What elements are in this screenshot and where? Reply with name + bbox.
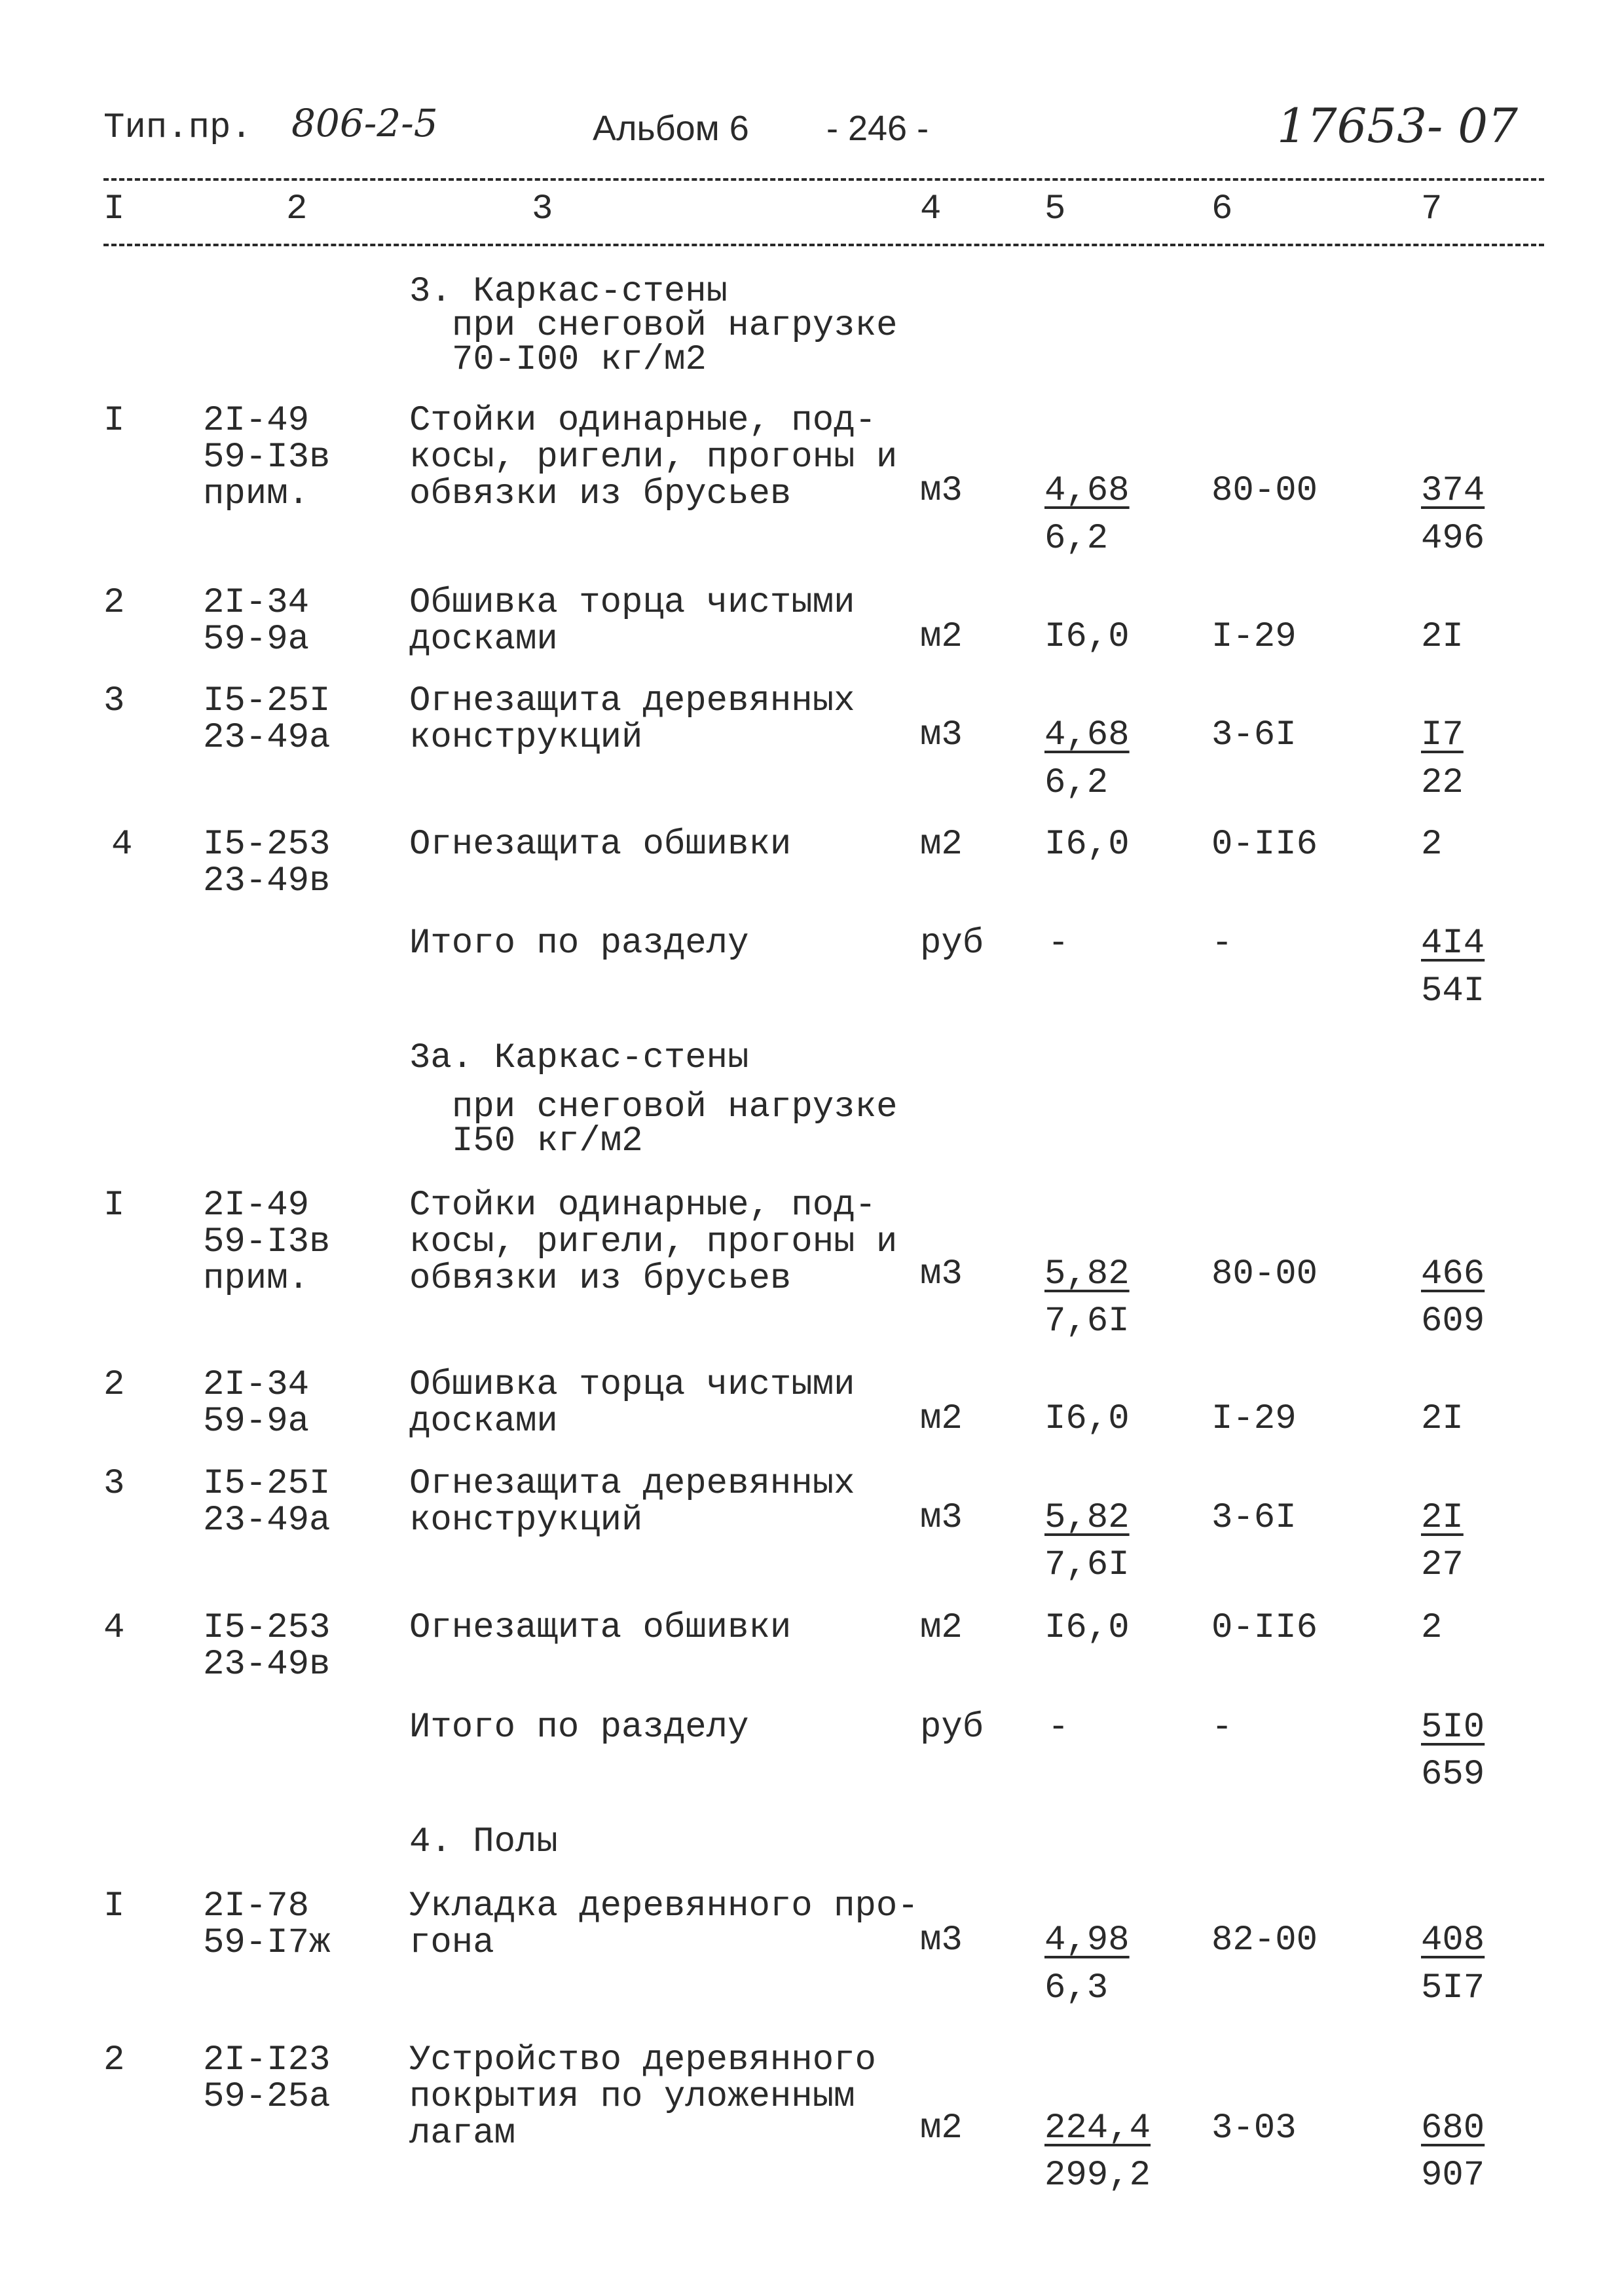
row-quantity: 4,98: [1044, 1920, 1130, 1960]
row-unit-price: I-29: [1211, 617, 1297, 657]
row-number: I: [103, 1186, 125, 1225]
row-description: Устройство деревянного покрытия по уложенным лагам: [409, 2040, 876, 2154]
row-unit: м3: [920, 1498, 963, 1538]
column-header: 5: [1044, 189, 1066, 229]
column-header: 4: [920, 189, 942, 229]
type-project-label: Тип.пр.: [103, 108, 252, 148]
total-unit: руб: [920, 1708, 984, 1748]
column-header: 2: [286, 189, 308, 229]
row-codes: I5-25I 23-49а: [203, 681, 331, 758]
row-unit: м2: [920, 1399, 963, 1439]
row-cost: 408: [1421, 1920, 1485, 1960]
row-cost-alt: 27: [1421, 1545, 1464, 1585]
row-number: 2: [103, 583, 125, 623]
row-cost: 2: [1421, 825, 1443, 865]
row-codes: I5-253 23-49в: [203, 825, 331, 901]
row-quantity: 4,68: [1044, 471, 1130, 511]
row-unit-price: 3-6I: [1211, 1498, 1297, 1538]
row-unit: м3: [920, 1920, 963, 1960]
row-unit-price: 0-II6: [1211, 1608, 1318, 1648]
row-cost: 466: [1421, 1254, 1485, 1294]
row-cost: 2I: [1421, 1498, 1464, 1538]
row-unit-price: 82-00: [1211, 1920, 1318, 1960]
row-quantity-alt: 6,2: [1044, 519, 1109, 559]
row-cost: 374: [1421, 471, 1485, 511]
row-unit: м2: [920, 617, 963, 657]
row-description: Стойки одинарные, под- косы, ригели, прогоны и обвязки из брусьев: [409, 1186, 898, 1299]
row-codes: 2I-I23 59-25а: [203, 2040, 331, 2117]
row-codes: I5-253 23-49в: [203, 1608, 331, 1685]
total-unit: руб: [920, 924, 984, 963]
row-unit-price: 3-6I: [1211, 715, 1297, 755]
column-header: I: [103, 189, 125, 229]
row-description: Огнезащита обшивки: [409, 825, 792, 865]
row-description: Обшивка торца чистыми досками: [409, 583, 855, 660]
total-price: -: [1211, 1708, 1233, 1748]
row-quantity: 224,4: [1044, 2108, 1151, 2148]
total-price: -: [1211, 924, 1233, 963]
row-unit: м2: [920, 1608, 963, 1648]
row-codes: I5-25I 23-49а: [203, 1464, 331, 1541]
row-cost-alt: 22: [1421, 763, 1464, 803]
total-cost: 4I4: [1421, 924, 1485, 963]
section-title: 4. Полы: [409, 1822, 558, 1862]
row-cost: 680: [1421, 2108, 1485, 2148]
row-number: 2: [103, 2040, 125, 2080]
total-quantity: -: [1048, 924, 1069, 963]
row-codes: 2I-34 59-9а: [203, 583, 310, 660]
row-cost-alt: 496: [1421, 519, 1485, 559]
total-cost: 5I0: [1421, 1708, 1485, 1748]
row-number: 3: [103, 681, 125, 721]
section-subtitle: при снеговой нагрузке: [452, 1087, 898, 1127]
row-description: Укладка деревянного про- гона: [409, 1886, 919, 1963]
row-unit-price: 80-00: [1211, 1254, 1318, 1294]
total-cost-alt: 659: [1421, 1755, 1485, 1795]
column-header: 3: [532, 189, 553, 229]
row-number: I: [103, 401, 125, 441]
row-description: Обшивка торца чистыми досками: [409, 1365, 855, 1442]
section-subtitle: при снеговой нагрузке: [452, 306, 898, 346]
row-number: 2: [103, 1365, 125, 1405]
header-rule-bottom: [103, 244, 1544, 246]
row-cost: 2I: [1421, 1399, 1464, 1439]
row-description: Огнезащита обшивки: [409, 1608, 792, 1648]
row-quantity-alt: 6,2: [1044, 763, 1109, 803]
row-quantity-alt: 6,3: [1044, 1968, 1109, 2008]
row-quantity: 4,68: [1044, 715, 1130, 755]
column-header: 6: [1211, 189, 1233, 229]
row-cost-alt: 609: [1421, 1301, 1485, 1341]
total-label: Итого по разделу: [409, 1708, 749, 1748]
row-number: I: [103, 1886, 125, 1926]
row-quantity-alt: 7,6I: [1044, 1545, 1130, 1585]
total-label: Итого по разделу: [409, 924, 749, 963]
row-unit: м3: [920, 715, 963, 755]
row-description: Стойки одинарные, под- косы, ригели, прогоны и обвязки из брусьев: [409, 401, 898, 514]
row-number: 3: [103, 1464, 125, 1504]
row-number: 4: [111, 825, 133, 865]
row-unit: м2: [920, 825, 963, 865]
row-codes: 2I-49 59-I3в прим.: [203, 1186, 331, 1299]
row-unit-price: I-29: [1211, 1399, 1297, 1439]
row-codes: 2I-49 59-I3в прим.: [203, 401, 331, 514]
page-number: - 246 -: [826, 109, 929, 148]
row-cost: 2: [1421, 1608, 1443, 1648]
row-cost-alt: 907: [1421, 2156, 1485, 2196]
row-unit-price: 0-II6: [1211, 825, 1318, 865]
album-label: Альбом 6: [593, 109, 749, 148]
row-quantity: I6,0: [1044, 825, 1130, 865]
row-codes: 2I-34 59-9а: [203, 1365, 310, 1442]
row-cost-alt: 5I7: [1421, 1968, 1485, 2008]
row-unit: м3: [920, 471, 963, 511]
row-quantity: I6,0: [1044, 617, 1130, 657]
row-quantity-alt: 299,2: [1044, 2156, 1151, 2196]
row-quantity: 5,82: [1044, 1498, 1130, 1538]
row-cost: 2I: [1421, 617, 1464, 657]
row-unit-price: 3-03: [1211, 2108, 1297, 2148]
row-quantity: I6,0: [1044, 1399, 1130, 1439]
section-title: 3. Каркас-стены: [409, 272, 728, 312]
row-unit-price: 80-00: [1211, 471, 1318, 511]
row-cost: I7: [1421, 715, 1464, 755]
project-code: 806-2-5: [291, 101, 438, 145]
header-rule-top: [103, 178, 1544, 181]
row-unit: м3: [920, 1254, 963, 1294]
total-cost-alt: 54I: [1421, 971, 1485, 1011]
section-subtitle: 70-I00 кг/м2: [452, 340, 707, 380]
document-number: 17653- 07: [1277, 98, 1518, 153]
row-codes: 2I-78 59-I7ж: [203, 1886, 331, 1963]
section-title: 3а. Каркас-стены: [409, 1038, 749, 1078]
row-description: Огнезащита деревянных конструкций: [409, 681, 855, 758]
row-unit: м2: [920, 2108, 963, 2148]
row-description: Огнезащита деревянных конструкций: [409, 1464, 855, 1541]
total-quantity: -: [1048, 1708, 1069, 1748]
row-quantity: I6,0: [1044, 1608, 1130, 1648]
row-quantity: 5,82: [1044, 1254, 1130, 1294]
row-number: 4: [103, 1608, 125, 1648]
row-quantity-alt: 7,6I: [1044, 1301, 1130, 1341]
column-header: 7: [1421, 189, 1443, 229]
section-subtitle: I50 кг/м2: [452, 1121, 643, 1161]
